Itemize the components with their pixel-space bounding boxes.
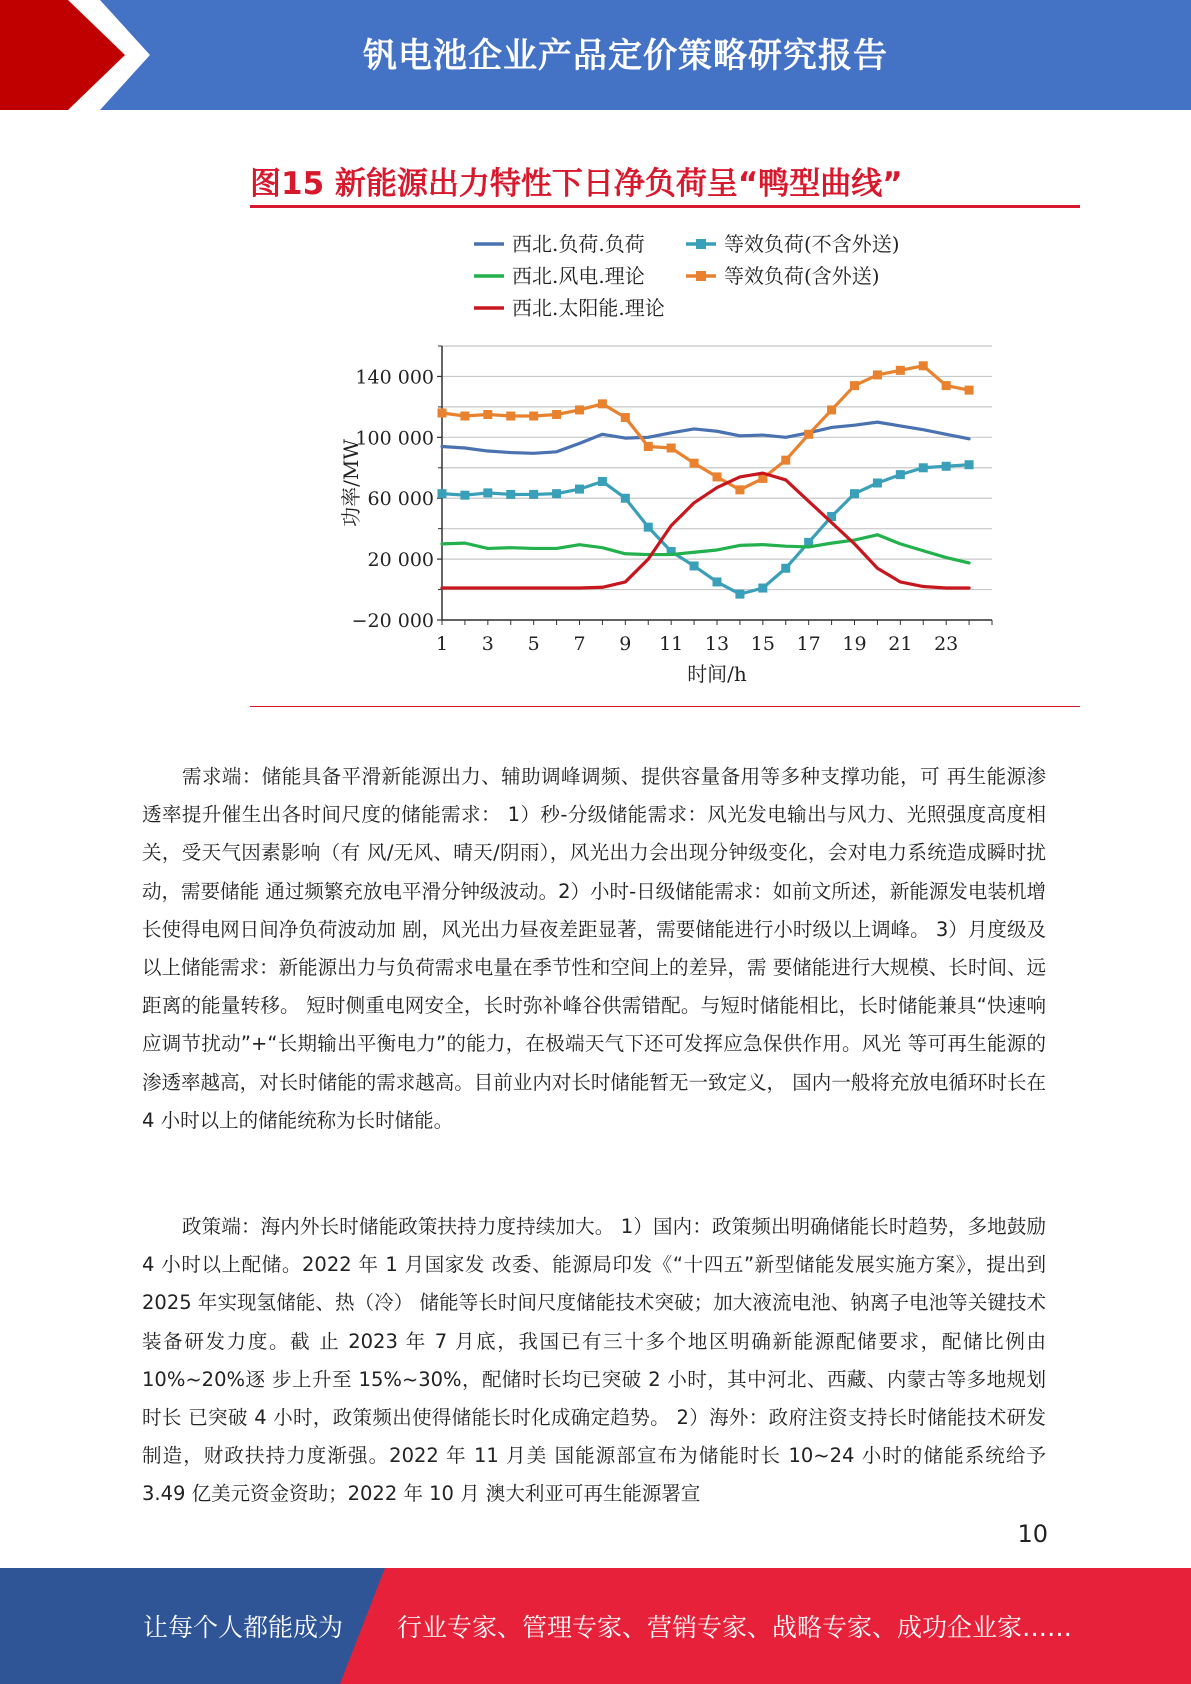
y-tick-label: −20 000 xyxy=(351,610,434,632)
data-point xyxy=(460,412,469,421)
x-tick-label: 1 xyxy=(435,633,449,655)
data-point xyxy=(552,489,561,498)
data-point xyxy=(506,412,515,421)
figure-top-rule xyxy=(250,205,1080,208)
paragraph-policy-side: 政策端：海内外长时储能政策扶持力度持续加大。 1）国内：政策频出明确储能长时趋势，多地鼓励 4 小时以上配储。2022 年 1 月国家发 改委、能源局印发《“十四五”新型储能发展实施方案》，提出到 2025 年实现氢储能、热（冷） 储能等长时间尺度储能技术突破；加大液流电池、钠离子电池等关键技术装备研发力度。截 止 2023 年 7 月底，我国已有三十多个地区明确新能源配储要求，配储比例由 10%~20%逐 步上升至 15%~30%，配储时长均已突破 2 小时，其中河北、西藏、内蒙古等多地规划时长 已突破 4 小时，政策频出使得储能长时化成确定趋势。 2）海外：政府注资支持长时储能技术研发制造，财政扶持力度渐强。2022 年 11 月美 国能源部宣布为储能时长 10~24 小时的储能系统给予 3.49 亿美元资金资助；2022 年 10 月 澳大利亚可再生能源署宣 xyxy=(142,1215,1046,1506)
data-point xyxy=(965,386,974,395)
legend-label: 西北.太阳能.理论 xyxy=(512,296,665,320)
data-point xyxy=(850,489,859,498)
data-point xyxy=(735,590,744,599)
data-point xyxy=(804,430,813,439)
data-point xyxy=(873,479,882,488)
x-tick-label: 19 xyxy=(842,633,867,655)
data-point xyxy=(735,485,744,494)
data-point xyxy=(483,488,492,497)
data-point xyxy=(644,523,653,532)
legend-label: 西北.风电.理论 xyxy=(512,264,645,288)
data-point xyxy=(460,491,469,500)
data-point xyxy=(713,472,722,481)
data-point xyxy=(644,442,653,451)
data-point xyxy=(942,462,951,471)
data-point xyxy=(506,490,515,499)
data-point xyxy=(850,381,859,390)
data-point xyxy=(529,490,538,499)
x-tick-label: 11 xyxy=(659,633,684,655)
data-point xyxy=(438,489,447,498)
data-point xyxy=(598,399,607,408)
data-point xyxy=(896,470,905,479)
x-tick-label: 5 xyxy=(527,633,540,655)
legend-label: 等效负荷(含外送) xyxy=(724,264,880,288)
x-tick-label: 3 xyxy=(481,633,494,655)
x-tick-label: 7 xyxy=(573,633,586,655)
series-line-4 xyxy=(442,473,969,588)
y-axis-label: 功率/MW xyxy=(339,439,363,527)
footer-slogan-left: 让每个人都能成为 xyxy=(143,1613,344,1642)
series-line-3 xyxy=(442,366,969,490)
x-tick-label: 23 xyxy=(934,633,959,655)
data-point xyxy=(896,366,905,375)
x-axis-label: 时间/h xyxy=(687,662,747,686)
data-point xyxy=(758,584,767,593)
footer-slogan-right: 行业专家、管理专家、营销专家、战略专家、成功企业家…… xyxy=(397,1613,1073,1642)
data-point xyxy=(827,405,836,414)
x-tick-label: 21 xyxy=(888,633,913,655)
data-point xyxy=(781,564,790,573)
y-tick-label: 100 000 xyxy=(355,427,434,450)
y-tick-label: 20 000 xyxy=(367,549,434,572)
data-point xyxy=(621,494,630,503)
data-point xyxy=(873,370,882,379)
page-number: 10 xyxy=(1017,1520,1048,1548)
legend-marker xyxy=(696,239,706,249)
data-point xyxy=(598,477,607,486)
data-point xyxy=(483,410,492,419)
data-point xyxy=(965,460,974,469)
data-point xyxy=(667,443,676,452)
y-tick-label: 140 000 xyxy=(355,366,434,389)
data-point xyxy=(438,408,447,417)
data-point xyxy=(575,485,584,494)
paragraph-demand-side: 需求端：储能具备平滑新能源出力、辅助调峰调频、提供容量备用等多种支撑功能，可 再生能源渗透率提升催生出各时间尺度的储能需求： 1）秒-分级储能需求：风光发电输出与风力、光照强度高度相关，受天气因素影响（有 风/无风、晴天/阴雨），风光出力会出现分钟级变化，会对电力系统造成瞬时扰动，需要储能 通过频繁充放电平滑分钟级波动。2）小时-日级储能需求：如前文所述，新能源发电装机增长使得电网日间净负荷波动加 剧，风光出力昼夜差距显著，需要储能进行小时级以上调峰。 3）月度级及以上储能需求：新能源出力与负荷需求电量在季节性和空间上的差异，需 要储能进行大规模、长时间、远距离的能量转移。 短时侧重电网安全，长时弥补峰谷供需错配。与短时储能相比，长时储能兼具“快速响 应调节扰动”+“长期输出平衡电力”的能力，在极端天气下还可发挥应急保供作用。风光 等可再生能源的渗透率越高，对长时储能的需求越高。目前业内对长时储能暂无一致定义， 国内一般将充放电循环时长在 4 小时以上的储能统称为长时储能。 xyxy=(142,765,1046,1132)
report-title: 钒电池企业产品定价策略研究报告 xyxy=(363,36,888,76)
data-point xyxy=(690,561,699,570)
legend-label: 等效负荷(不含外送) xyxy=(724,232,900,256)
figure-title: 图15 新能源出力特性下日净负荷呈“鸭型曲线” xyxy=(250,166,903,202)
data-point xyxy=(919,361,928,370)
y-tick-label: 60 000 xyxy=(367,488,434,511)
x-tick-label: 17 xyxy=(796,633,821,655)
legend-marker xyxy=(696,271,706,281)
footer-banner xyxy=(0,1568,1191,1684)
data-point xyxy=(713,577,722,586)
data-point xyxy=(621,413,630,422)
data-point xyxy=(690,459,699,468)
data-point xyxy=(529,412,538,421)
data-point xyxy=(575,405,584,414)
duck-curve-chart xyxy=(330,222,1010,692)
x-tick-label: 9 xyxy=(619,633,632,655)
data-point xyxy=(942,381,951,390)
x-tick-label: 15 xyxy=(750,633,775,655)
data-point xyxy=(919,463,928,472)
header-banner xyxy=(0,0,1191,110)
legend-label: 西北.负荷.负荷 xyxy=(512,232,645,256)
x-tick-label: 13 xyxy=(704,633,730,655)
data-point xyxy=(552,410,561,419)
data-point xyxy=(781,456,790,465)
figure-bottom-rule xyxy=(250,706,1080,707)
